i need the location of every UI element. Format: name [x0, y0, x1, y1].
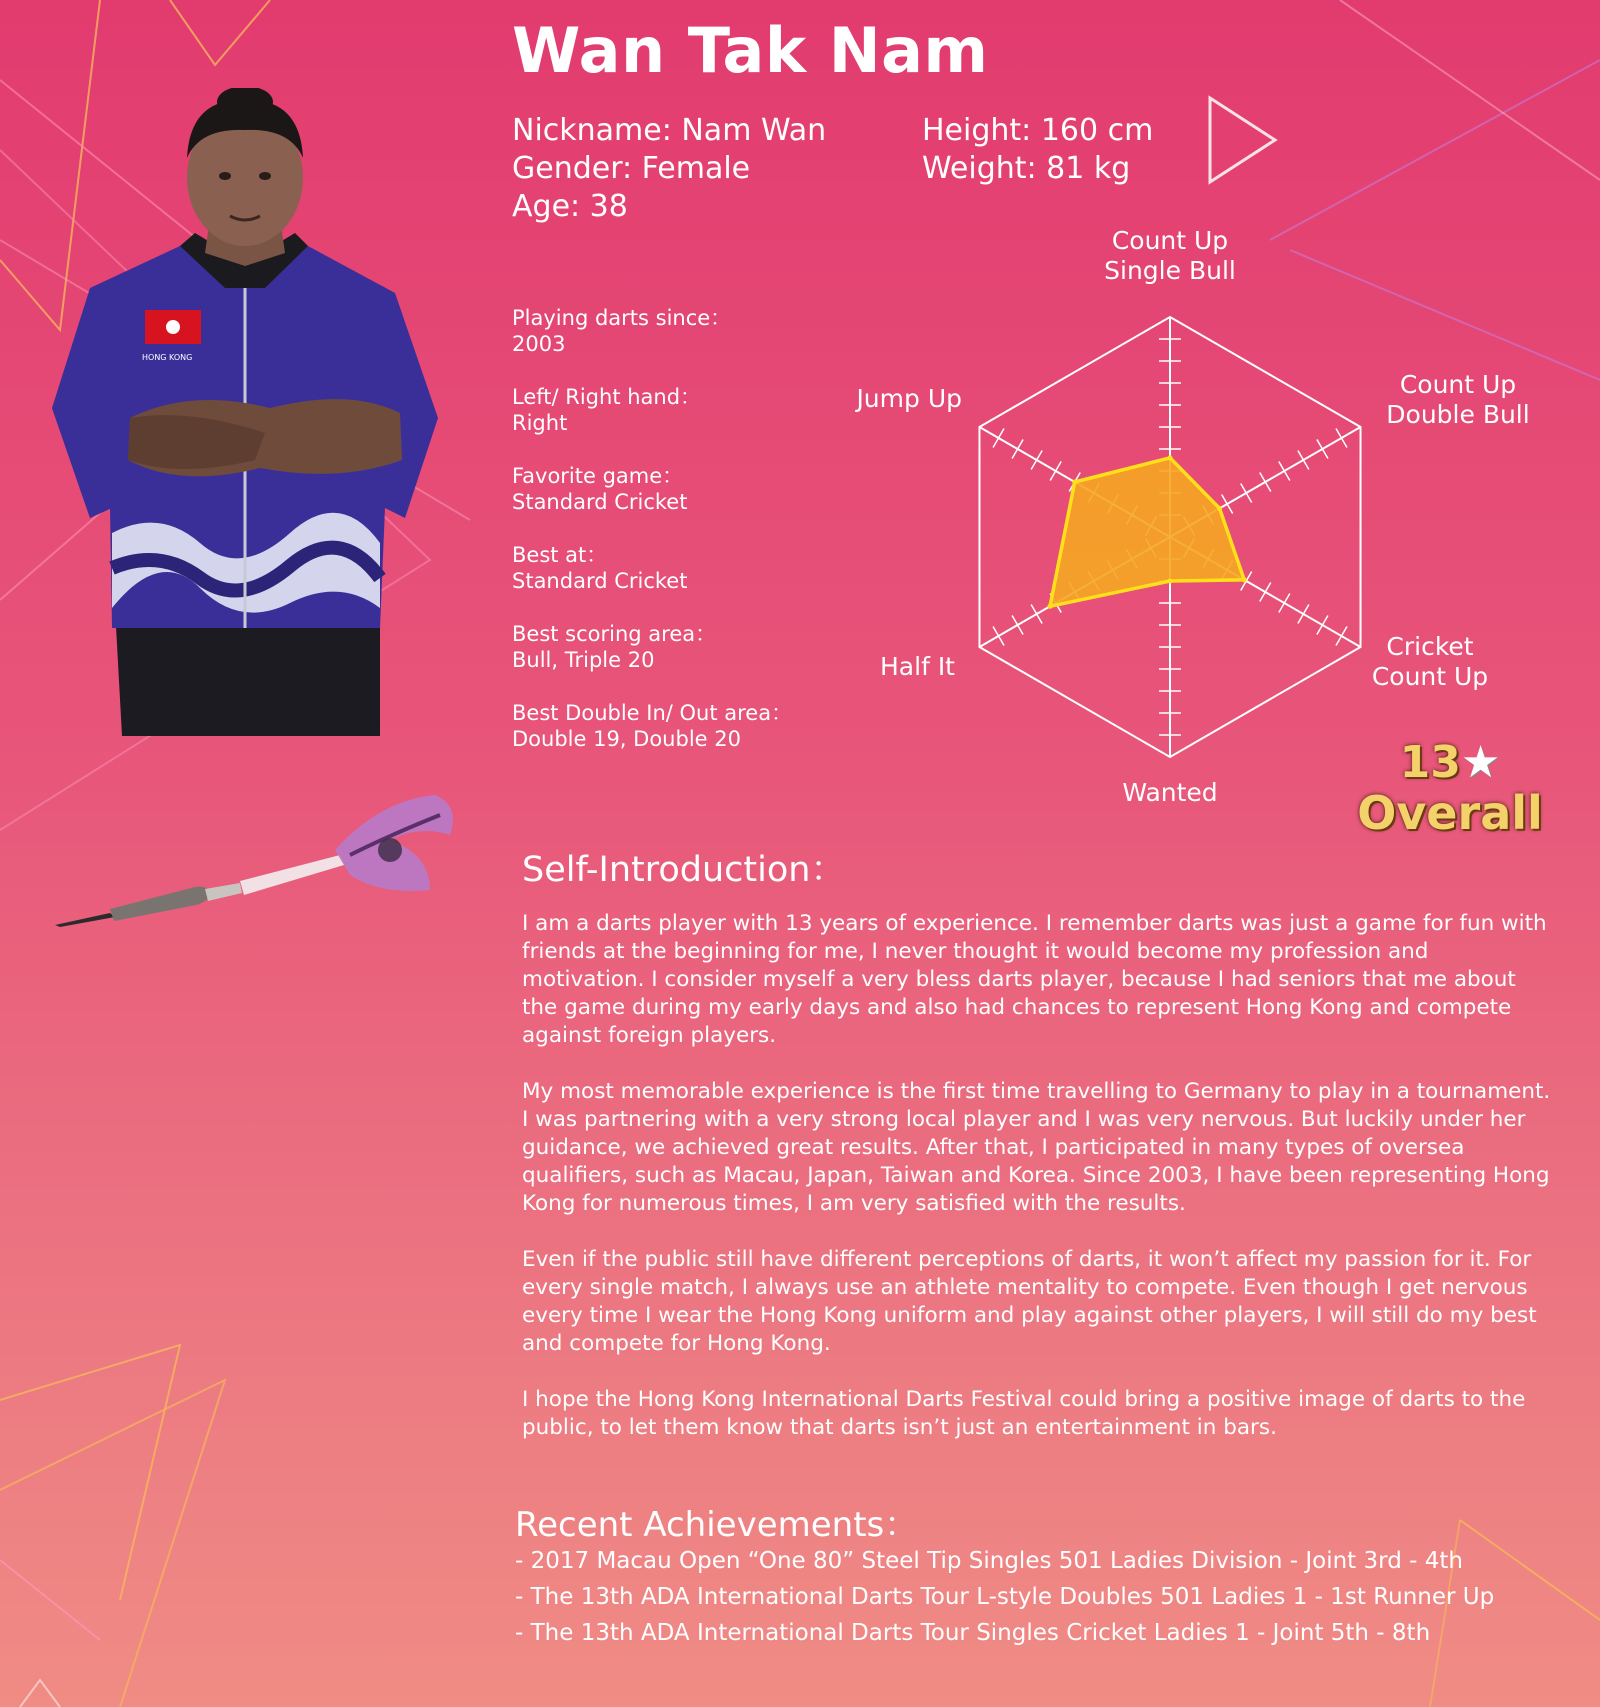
detail-value: Bull, Triple 20	[512, 648, 655, 672]
radar-axis-label-line: Half It	[880, 652, 955, 681]
radar-axis-label	[880, 652, 955, 681]
radar-point	[1047, 604, 1052, 609]
detail-label: Best at：	[512, 543, 608, 567]
intro-paragraph: I hope the Hong Kong International Darts Festival could bring a positive image of darts to the public, to let them know that darts isn’t just an entertainment in bars.	[522, 1387, 1526, 1440]
radar-tick	[1336, 626, 1347, 645]
flag-label: HONG KONG	[142, 353, 193, 362]
radar-tick	[1298, 450, 1309, 469]
radar-tick	[1012, 615, 1023, 634]
detail-value: Standard Cricket	[512, 569, 688, 593]
radar-point	[1168, 579, 1173, 584]
achievements-list	[515, 1543, 1494, 1651]
radar-tick	[1317, 439, 1328, 458]
achievement-item: - The 13th ADA International Darts Tour L-style Doubles 501 Ladies 1 - 1st Runner Up	[515, 1584, 1495, 1610]
player-name: Wan Tak Nam	[512, 14, 989, 87]
radar-axis-label-line: Count Up	[1399, 370, 1517, 399]
weight: Weight: 81 kg	[922, 151, 1131, 186]
radar-point	[1242, 577, 1247, 582]
nickname: Nickname: Nam Wan	[512, 113, 827, 148]
rating-number: 13	[1399, 737, 1461, 788]
radar-series-area	[1050, 458, 1244, 607]
radar-chart	[840, 225, 1560, 815]
detail-value: 2003	[512, 332, 566, 356]
self-introduction-heading: Self-Introduction：	[522, 850, 846, 890]
radar-tick	[1336, 428, 1347, 447]
radar-axis-label-line: Double Bull	[1386, 400, 1530, 429]
radar-axis-label-line: Jump Up	[856, 384, 962, 413]
detail-item	[512, 305, 842, 357]
rating-label: Overall	[1357, 786, 1543, 840]
radar-axis-label-line: Wanted	[1122, 778, 1218, 807]
star-icon: ★	[1460, 737, 1501, 788]
radar-tick	[1012, 439, 1023, 458]
overall-rating-badge	[1355, 738, 1545, 838]
radar-axis-label	[1104, 226, 1236, 285]
detail-label: Playing darts since：	[512, 306, 732, 330]
detail-item	[512, 463, 842, 515]
detail-label: Best Double In/ Out area：	[512, 701, 793, 725]
dart-image	[50, 795, 490, 935]
detail-label: Left/ Right hand：	[512, 385, 702, 409]
radar-axis-label	[1122, 778, 1217, 807]
radar-tick	[1031, 450, 1042, 469]
radar-axis-label-line: Cricket	[1386, 632, 1474, 661]
age: Age: 38	[512, 189, 628, 224]
radar-tick	[993, 626, 1004, 645]
detail-label: Favorite game：	[512, 464, 684, 488]
height: Height: 160 cm	[922, 113, 1154, 148]
radar-tick	[1260, 582, 1271, 601]
player-details	[512, 305, 842, 779]
radar-tick	[1317, 615, 1328, 634]
detail-value: Right	[512, 411, 568, 435]
radar-axis-label	[854, 384, 962, 413]
intro-paragraph: Even if the public still have different perceptions of darts, it won’t affect my passion for it. For every single match, I always use an athlete mentality to compete. Even though I get nervous every time I wear the Hong Kong uniform and play against other players, I will still do my best and compete for Hong Kong.	[522, 1247, 1537, 1356]
radar-tick	[993, 428, 1004, 447]
detail-value: Standard Cricket	[512, 490, 688, 514]
recent-achievements-heading: Recent Achievements：	[515, 1505, 919, 1545]
achievement-item: - 2017 Macau Open “One 80” Steel Tip Singles 501 Ladies Division - Joint 3rd - 4th	[515, 1548, 1463, 1574]
detail-value: Double 19, Double 20	[512, 727, 741, 751]
info-right	[922, 112, 1153, 188]
radar-point	[1168, 455, 1173, 460]
radar-tick	[1279, 593, 1290, 612]
radar-axis-label	[1372, 632, 1488, 691]
radar-tick	[1298, 604, 1309, 623]
gender: Gender: Female	[512, 151, 751, 186]
detail-item	[512, 700, 842, 752]
radar-point	[1217, 506, 1222, 511]
player-photo	[50, 88, 440, 736]
radar-axis-label-line: Count Up	[1371, 662, 1489, 691]
detail-item	[512, 384, 842, 436]
achievement-item: - The 13th ADA International Darts Tour Singles Cricket Ladies 1 - Joint 5th - 8th	[515, 1620, 1431, 1646]
info-left	[512, 112, 826, 226]
detail-label: Best scoring area：	[512, 622, 717, 646]
radar-tick	[1279, 461, 1290, 480]
self-introduction-body	[522, 910, 1552, 1470]
radar-axis-label-line: Single Bull	[1104, 256, 1236, 285]
detail-item	[512, 542, 842, 594]
radar-tick	[1050, 461, 1061, 480]
radar-tick	[1222, 494, 1233, 513]
radar-axis-label-line: Count Up	[1111, 226, 1229, 255]
radar-axis-label	[1386, 370, 1529, 429]
detail-item	[512, 621, 842, 673]
intro-paragraph: I am a darts player with 13 years of experience. I remember darts was just a game for fun with friends at the beginning for me, I never thought it would become my profession and motivation. I consider myself a very bless darts player, because I had seniors that me about the game during my early days and also had chances to represent Hong Kong and compete against foreign players.	[522, 911, 1547, 1048]
radar-tick	[1031, 604, 1042, 623]
intro-paragraph: My most memorable experience is the first time travelling to Germany to play in a tournament. I was partnering with a very strong local player and I was very nervous. But luckily under her guidance, we achieved great results. After that, I participated in many types of oversea qualifiers, such as Macau, Japan, Taiwan and Korea. Since 2003, I have been representing Hong Kong for numerous times, I am very satisfied with the results.	[522, 1079, 1551, 1216]
radar-tick	[1241, 483, 1252, 502]
radar-tick	[1260, 472, 1271, 491]
radar-point	[1072, 480, 1077, 485]
